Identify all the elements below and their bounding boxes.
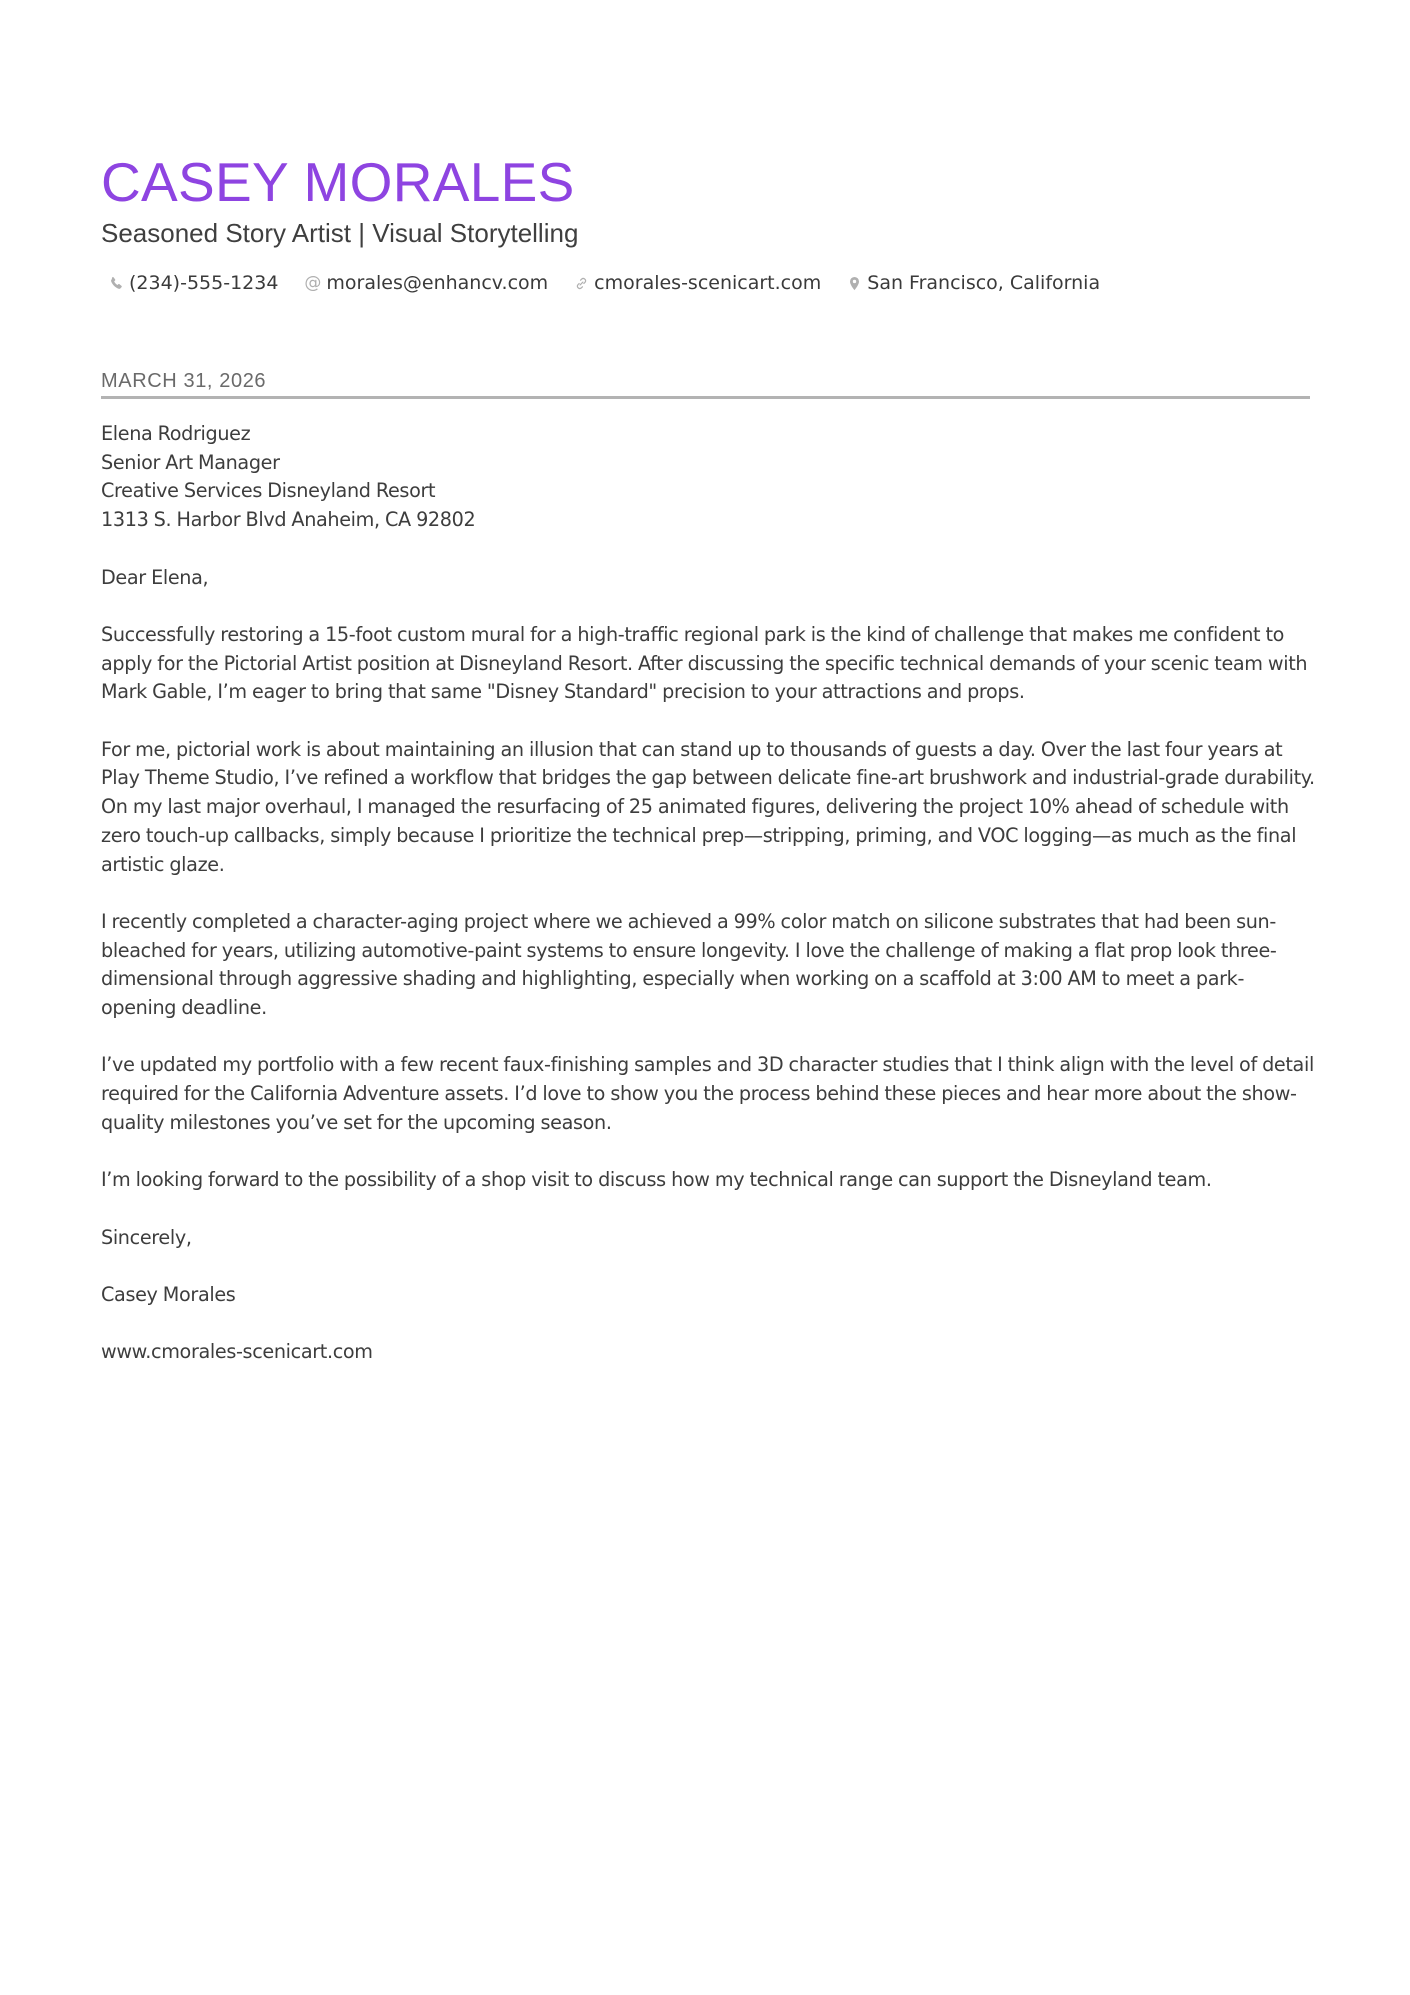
website-text[interactable]: cmorales-scenicart.com	[594, 272, 822, 294]
letter-date: MARCH 31, 2026	[101, 370, 267, 392]
recipient-title: Senior Art Manager	[101, 450, 280, 474]
location-pin-icon	[847, 276, 862, 291]
recipient-name: Elena Rodriguez	[101, 422, 251, 445]
contact-phone	[109, 272, 278, 294]
body-paragraph: For me, pictorial work is about maintaining an illusion that can stand up to thousands of guests a day. Over the last four years at Play Theme Studio, I’ve refined a workflow that bridges the gap between delicate fine-art brushwork and industrial-grade durability. On my last major overhaul, I managed the resurfacing of 25 animated figures, delivering the project 10% ahead of schedule with zero touch-up callbacks, simply because I prioritize the technical prep—stripping, priming, and VOC logging—as much as the final artistic glaze.	[101, 737, 1315, 876]
section-divider	[101, 396, 1310, 399]
body-paragraph: Successfully restoring a 15-foot custom mural for a high-traffic regional park is the kind of challenge that makes me confident to apply for the Pictorial Artist position at Disneyland Resort. After discussing the specific technical demands of your scenic team with Mark Gable, I’m eager to bring that same "Disney Standard" precision to your attractions and props.	[101, 622, 1308, 704]
body-paragraph: I’m looking forward to the possibility of a shop visit to discuss how my technical range can support the Disneyland team.	[101, 1168, 1212, 1192]
recipient-block	[101, 420, 1316, 535]
phone-icon	[109, 276, 124, 291]
email-text[interactable]: morales@enhancv.com	[326, 272, 549, 294]
signature-website[interactable]: www.cmorales-scenicart.com	[101, 1340, 373, 1364]
salutation: Dear Elena,	[101, 565, 209, 589]
recipient-address: 1313 S. Harbor Blvd Anaheim, CA 92802	[101, 508, 476, 532]
applicant-name: CASEY MORALES	[101, 151, 575, 213]
contact-website[interactable]	[574, 272, 821, 294]
letter-body	[101, 420, 1316, 1396]
closing: Sincerely,	[101, 1225, 192, 1249]
body-paragraph: I recently completed a character-aging project where we achieved a 99% color match on silicone substrates that had been sun-bleached for years, utilizing automotive-paint systems to ensure longevity. I love the challenge of making a flat prop look three-dimensional through aggressive shading and highlighting, especially when working on a scaffold at 3:00 AM to meet a park-opening deadline.	[101, 909, 1277, 1019]
recipient-company: Creative Services Disneyland Resort	[101, 479, 436, 503]
applicant-headline: Seasoned Story Artist | Visual Storytelling	[101, 218, 579, 248]
body-paragraph: I’ve updated my portfolio with a few recent faux-finishing samples and 3D character studies that I think align with the level of detail required for the California Adventure assets. I’d love to show you the process behind these pieces and hear more about the show-quality milestones you’ve set for the upcoming season.	[101, 1053, 1314, 1134]
phone-text: (234)-555-1234	[129, 272, 279, 294]
location-text: San Francisco, California	[867, 272, 1101, 294]
at-icon: @	[304, 273, 322, 293]
contact-email[interactable]	[304, 272, 548, 294]
contact-row	[109, 272, 1100, 294]
link-icon	[574, 276, 589, 291]
contact-location	[847, 272, 1100, 294]
signature: Casey Morales	[101, 1282, 236, 1306]
